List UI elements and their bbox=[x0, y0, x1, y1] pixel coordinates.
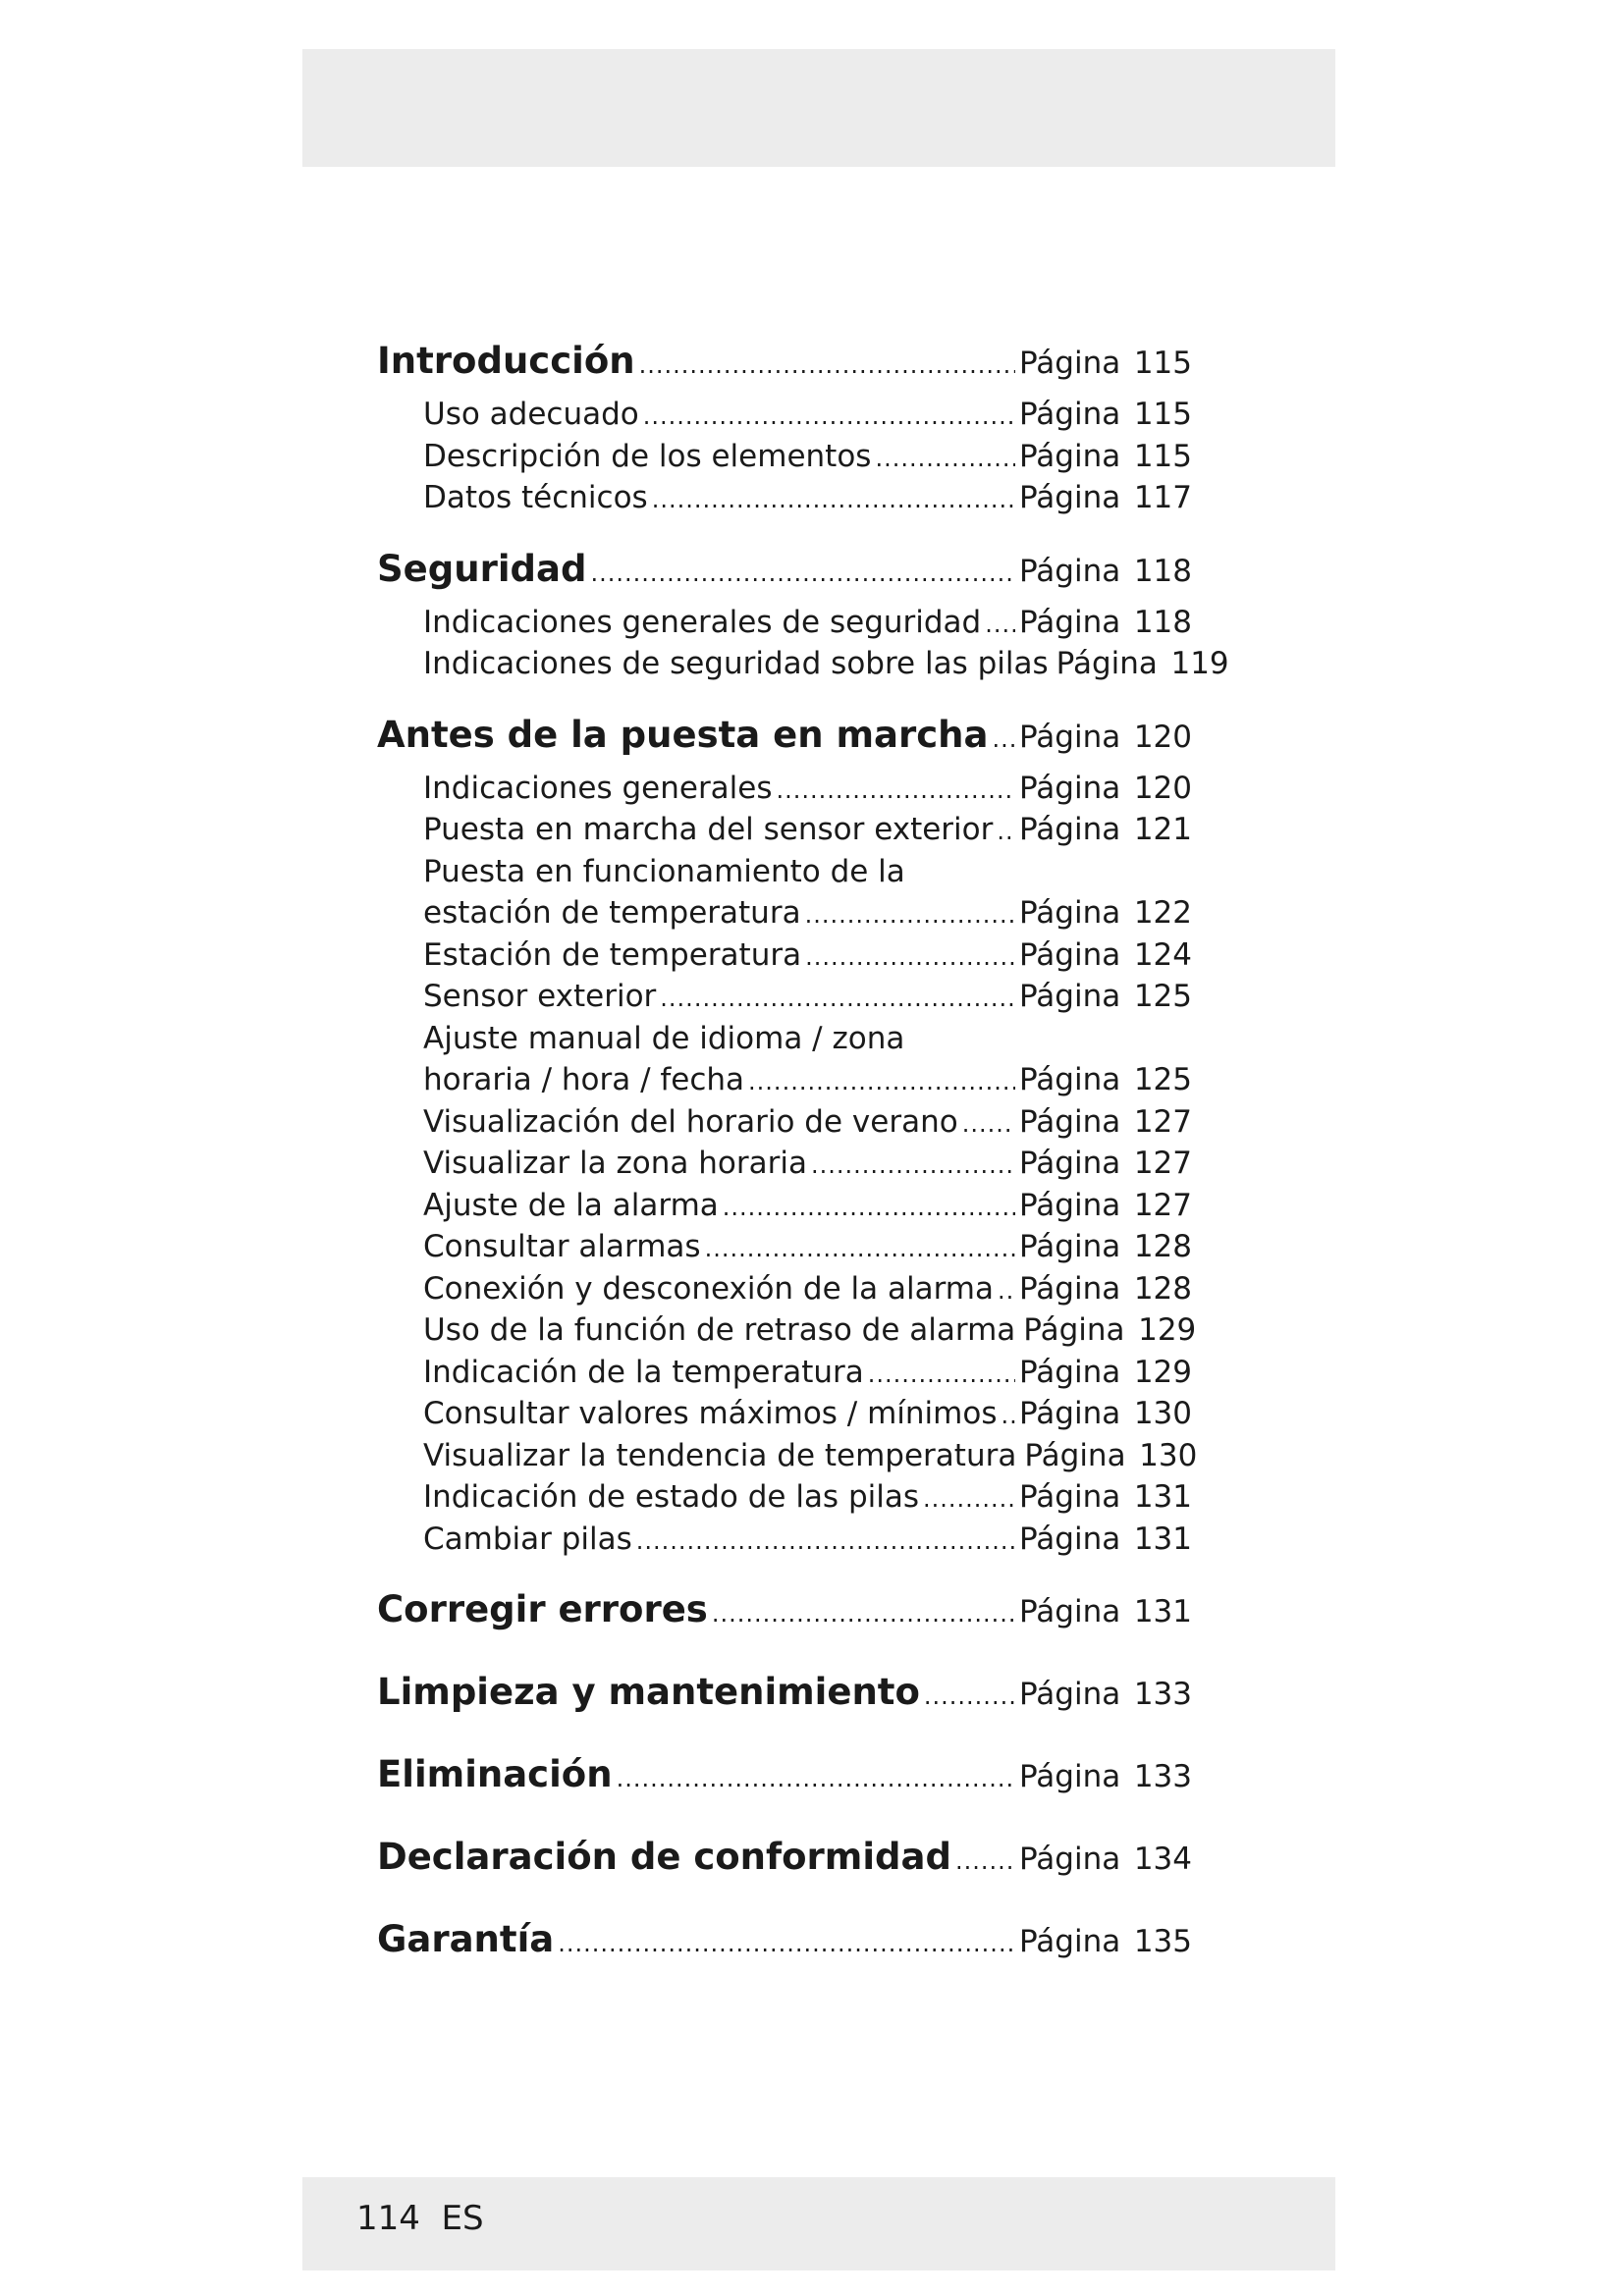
page-label: Página bbox=[1019, 480, 1121, 515]
toc-section-entry[interactable] bbox=[377, 340, 1192, 397]
page-number: 129 bbox=[1133, 1354, 1192, 1390]
page-label: Página bbox=[1019, 1103, 1121, 1140]
toc-subsection-entry[interactable] bbox=[377, 1355, 1192, 1397]
page-number: 128 bbox=[1133, 1229, 1192, 1264]
toc-subsection-entry[interactable] bbox=[377, 895, 1192, 937]
toc-subsection-entry[interactable] bbox=[377, 1522, 1192, 1564]
page-number: 131 bbox=[1133, 1479, 1192, 1515]
page-label: Página bbox=[1019, 1146, 1121, 1181]
toc-entry-title: Visualización del horario de verano bbox=[423, 1103, 958, 1140]
toc-entry-title: Uso de la función de retraso de alarma bbox=[423, 1312, 1016, 1348]
section-spacer bbox=[377, 1728, 1192, 1753]
page-label: Página bbox=[1019, 812, 1121, 847]
page-footer: 114 ES bbox=[356, 2199, 484, 2238]
section-spacer bbox=[377, 1810, 1192, 1836]
toc-entry-title: Consultar alarmas bbox=[423, 1229, 701, 1264]
toc-subsection-entry[interactable] bbox=[377, 480, 1192, 522]
dot-leader bbox=[643, 402, 1015, 430]
toc-entry-title: Indicaciones de seguridad sobre las pilas bbox=[423, 646, 1049, 681]
toc-subsection-entry[interactable] bbox=[377, 1479, 1192, 1522]
dot-leader bbox=[955, 1847, 1015, 1875]
page-number: 115 bbox=[1133, 438, 1192, 474]
page-number: 125 bbox=[1133, 979, 1192, 1014]
page-number: 117 bbox=[1133, 480, 1192, 515]
toc-entry-title: Visualizar la zona horaria bbox=[423, 1146, 807, 1181]
toc-subsection-entry[interactable] bbox=[377, 812, 1192, 854]
toc-entry-title: Uso adecuado bbox=[423, 397, 639, 432]
page-number: 128 bbox=[1133, 1270, 1192, 1307]
dot-leader bbox=[868, 1361, 1015, 1388]
toc-entry-title: estación de temperatura bbox=[423, 895, 801, 931]
toc-entry-title: Consultar valores máximos / mínimos bbox=[423, 1396, 998, 1431]
toc-entry-title: Ajuste de la alarma bbox=[423, 1187, 719, 1223]
page-number: 125 bbox=[1133, 1062, 1192, 1097]
page-label: Página bbox=[1019, 1594, 1121, 1629]
toc-entry-title: Declaración de conformidad bbox=[377, 1836, 951, 1878]
toc-subsection-entry[interactable] bbox=[377, 771, 1192, 813]
toc-section-entry[interactable] bbox=[377, 1753, 1192, 1810]
page-label: Página bbox=[1019, 397, 1121, 432]
toc-subsection-entry[interactable] bbox=[377, 1062, 1192, 1104]
page-label: Página bbox=[1019, 1062, 1121, 1097]
header-bar bbox=[302, 49, 1335, 167]
dot-leader bbox=[617, 1765, 1015, 1792]
dot-leader bbox=[748, 1068, 1015, 1095]
toc-entry-title: Corregir errores bbox=[377, 1588, 708, 1630]
toc-entry-title: Descripción de los elementos bbox=[423, 438, 872, 474]
page-label: Página bbox=[1019, 1396, 1121, 1431]
toc-entry-title: Indicación de la temperatura bbox=[423, 1354, 864, 1390]
page-number: 120 bbox=[1133, 770, 1192, 806]
dot-leader bbox=[723, 1194, 1015, 1221]
section-spacer bbox=[377, 1645, 1192, 1671]
toc-section-entry[interactable] bbox=[377, 1671, 1192, 1728]
toc-section-entry[interactable] bbox=[377, 1918, 1192, 1975]
toc-subsection-entry[interactable] bbox=[377, 937, 1192, 980]
page-label: Página bbox=[1019, 1354, 1121, 1390]
page-label: Página bbox=[1019, 1677, 1121, 1712]
dot-leader bbox=[875, 445, 1015, 472]
toc-subsection-entry[interactable] bbox=[377, 605, 1192, 647]
page-label: Página bbox=[1019, 719, 1121, 755]
page-label: Página bbox=[1019, 1479, 1121, 1515]
page-number: 115 bbox=[1133, 346, 1192, 381]
page-label: Página bbox=[1019, 770, 1121, 806]
toc-subsection-entry[interactable] bbox=[377, 1104, 1192, 1147]
toc-entry-title: Antes de la puesta en marcha bbox=[377, 713, 989, 756]
section-spacer bbox=[377, 522, 1192, 548]
dot-leader bbox=[705, 1235, 1015, 1262]
dot-leader bbox=[652, 486, 1015, 513]
toc-entry-title: Visualizar la tendencia de temperatura bbox=[423, 1437, 1017, 1473]
dot-leader bbox=[998, 1277, 1015, 1305]
dot-leader bbox=[1001, 1402, 1016, 1429]
toc-entry-title-part: Puesta en funcionamiento de la bbox=[423, 853, 905, 889]
toc-entry-title: Cambiar pilas bbox=[423, 1521, 632, 1557]
toc-subsection-entry[interactable] bbox=[377, 1396, 1192, 1438]
toc-entry-title: Introducción bbox=[377, 340, 635, 382]
toc-entry-title: Limpieza y mantenimiento bbox=[377, 1671, 920, 1713]
toc-subsection-entry[interactable] bbox=[377, 1312, 1197, 1355]
page-number: 122 bbox=[1133, 895, 1192, 931]
toc-entry-title: Sensor exterior bbox=[423, 979, 657, 1014]
page-number: 131 bbox=[1133, 1521, 1192, 1557]
toc-subsection-entry[interactable] bbox=[377, 439, 1192, 481]
dot-leader bbox=[923, 1485, 1015, 1513]
toc-subsection-entry[interactable] bbox=[377, 1437, 1198, 1480]
section-spacer bbox=[377, 688, 1192, 714]
toc-entry-title: Estación de temperatura bbox=[423, 936, 802, 973]
page-number: 131 bbox=[1133, 1594, 1192, 1629]
dot-leader bbox=[924, 1682, 1015, 1710]
dot-leader bbox=[811, 1151, 1015, 1179]
page-number: 115 bbox=[1133, 397, 1192, 432]
page-number: 135 bbox=[1133, 1924, 1192, 1959]
toc-subsection-entry[interactable] bbox=[377, 1229, 1192, 1271]
page-label: Página bbox=[1019, 936, 1121, 973]
toc-subsection-entry[interactable] bbox=[377, 979, 1192, 1021]
toc-entry-title-line1 bbox=[377, 854, 1192, 896]
toc-section-entry[interactable] bbox=[377, 548, 1192, 605]
toc-section-entry[interactable] bbox=[377, 1588, 1192, 1645]
toc-subsection-entry[interactable] bbox=[377, 646, 1229, 688]
dot-leader bbox=[712, 1600, 1015, 1628]
toc-entry-title: Puesta en marcha del sensor exterior bbox=[423, 812, 994, 847]
page-label: Página bbox=[1019, 1229, 1121, 1264]
page-number: 129 bbox=[1138, 1312, 1197, 1348]
page-number: 118 bbox=[1133, 553, 1192, 589]
toc-subsection-entry[interactable] bbox=[377, 1271, 1192, 1313]
page-label: Página bbox=[1019, 979, 1121, 1014]
page-label: Página bbox=[1019, 895, 1121, 931]
page-label: Página bbox=[1023, 1312, 1125, 1348]
page-number: 133 bbox=[1133, 1759, 1192, 1794]
toc-section-entry[interactable] bbox=[377, 714, 1192, 771]
dot-leader bbox=[558, 1930, 1015, 1957]
dot-leader bbox=[777, 776, 1015, 804]
page-number: 127 bbox=[1133, 1187, 1192, 1223]
toc-entry-title: Indicación de estado de las pilas bbox=[423, 1479, 919, 1515]
page-number: 120 bbox=[1133, 719, 1192, 755]
toc-entry-title: Indicaciones generales de seguridad bbox=[423, 604, 982, 640]
page-label: Página bbox=[1019, 1187, 1121, 1223]
toc-subsection-entry[interactable] bbox=[377, 1188, 1192, 1230]
dot-leader bbox=[660, 985, 1015, 1012]
page-number: 121 bbox=[1133, 812, 1192, 847]
page-label: Página bbox=[1019, 438, 1121, 474]
toc-entry-title-line1 bbox=[377, 1021, 1192, 1063]
page-label: Página bbox=[1019, 1924, 1121, 1959]
footer-bar bbox=[302, 2177, 1335, 2270]
page-number: 134 bbox=[1133, 1842, 1192, 1877]
dot-leader bbox=[962, 1110, 1015, 1138]
page-label: Página bbox=[1019, 346, 1121, 381]
dot-leader bbox=[636, 1527, 1015, 1555]
toc-entry-title: horaria / hora / fecha bbox=[423, 1062, 745, 1097]
page-number: 127 bbox=[1133, 1103, 1192, 1140]
page-label: Página bbox=[1019, 1270, 1121, 1307]
toc-entry-title: Eliminación bbox=[377, 1753, 613, 1795]
toc-entry-title: Seguridad bbox=[377, 547, 587, 590]
page-number: 118 bbox=[1133, 604, 1192, 640]
toc-entry-title: Garantía bbox=[377, 1918, 555, 1960]
page-number: 124 bbox=[1133, 936, 1192, 973]
page-label: Página bbox=[1056, 646, 1158, 681]
page-label: Página bbox=[1019, 553, 1121, 589]
page-label: Página bbox=[1019, 604, 1121, 640]
page-number: 130 bbox=[1133, 1396, 1192, 1431]
section-spacer bbox=[377, 1893, 1192, 1918]
page-number: 127 bbox=[1133, 1146, 1192, 1181]
page-label: Página bbox=[1024, 1437, 1126, 1473]
page-number: 133 bbox=[1133, 1677, 1192, 1712]
dot-leader bbox=[805, 943, 1015, 971]
dot-leader bbox=[590, 560, 1015, 587]
section-spacer bbox=[377, 1563, 1192, 1588]
page-label: Página bbox=[1019, 1521, 1121, 1557]
toc-entry-title: Indicaciones generales bbox=[423, 770, 773, 806]
toc-subsection-entry[interactable] bbox=[377, 1146, 1192, 1188]
toc-entry-title: Conexión y desconexión de la alarma bbox=[423, 1270, 994, 1307]
toc-section-entry[interactable] bbox=[377, 1836, 1192, 1893]
toc-entry-title-part: Ajuste manual de idioma / zona bbox=[423, 1020, 905, 1056]
page-number: 130 bbox=[1139, 1437, 1198, 1473]
page-number: 119 bbox=[1170, 646, 1229, 681]
page-label: Página bbox=[1019, 1842, 1121, 1877]
toc-subsection-entry[interactable] bbox=[377, 397, 1192, 439]
table-of-contents bbox=[377, 340, 1229, 1975]
dot-leader bbox=[997, 818, 1015, 845]
dot-leader bbox=[639, 351, 1015, 379]
dot-leader bbox=[805, 901, 1015, 929]
toc-entry-title: Datos técnicos bbox=[423, 480, 648, 515]
dot-leader bbox=[985, 611, 1015, 638]
dot-leader bbox=[992, 725, 1015, 753]
page-label: Página bbox=[1019, 1759, 1121, 1794]
